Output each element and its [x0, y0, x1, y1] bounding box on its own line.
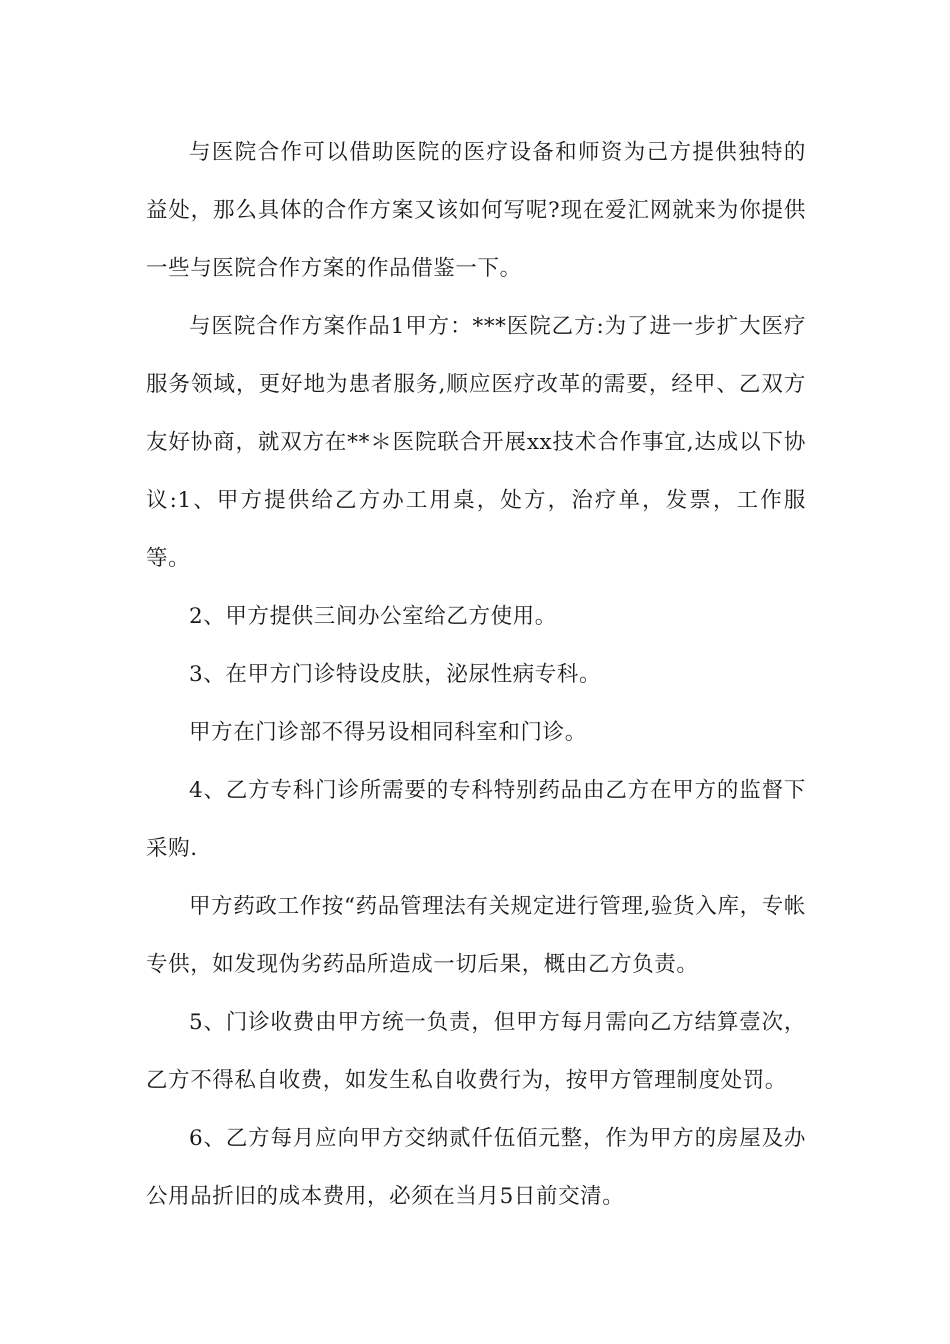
- paragraph-clause-3-note: 甲方在门诊部不得另设相同科室和门诊。: [189, 720, 587, 745]
- paragraph-clause-3: 3、在甲方门诊特设皮肤，泌尿性病专科。: [189, 662, 602, 687]
- paragraph-intro: 与医院合作可以借助医院的医疗设备和师资为己方提供独特的益处，那么具体的合作方案又该如何写呢?现在爱汇网就来为你提供一些与医院合作方案的作品借鉴一下。: [146, 140, 806, 281]
- document-body: [146, 124, 806, 1226]
- paragraph-clause-4-note: 甲方药政工作按“药品管理法有关规定进行管理,验货入库，专帐专供，如发现伪劣药品所造成一切后果，概由乙方负责。: [146, 894, 806, 977]
- paragraph-agreement-header: 与医院合作方案作品1甲方：***医院乙方:为了进一步扩大医疗服务领域，更好地为患者服务,顺应医疗改革的需要，经甲、乙双方友好协商，就双方在**＊医院联合开展xx技术合作事宜,达成以下协议:1、甲方提供给乙方办工用桌，处方，治疗单，发票，工作服等。: [146, 314, 806, 571]
- paragraph-clause-4: 4、乙方专科门诊所需要的专科特别药品由乙方在甲方的监督下采购.: [146, 778, 806, 861]
- paragraph-clause-2: 2、甲方提供三间办公室给乙方使用。: [189, 604, 557, 629]
- paragraph-clause-6: 6、乙方每月应向甲方交纳贰仟伍佰元整，作为甲方的房屋及办公用品折旧的成本费用，必须在当月5日前交清。: [146, 1126, 806, 1209]
- paragraph-clause-5: 5、门诊收费由甲方统一负责，但甲方每月需向乙方结算壹次，乙方不得私自收费，如发生私自收费行为，按甲方管理制度处罚。: [146, 1010, 806, 1093]
